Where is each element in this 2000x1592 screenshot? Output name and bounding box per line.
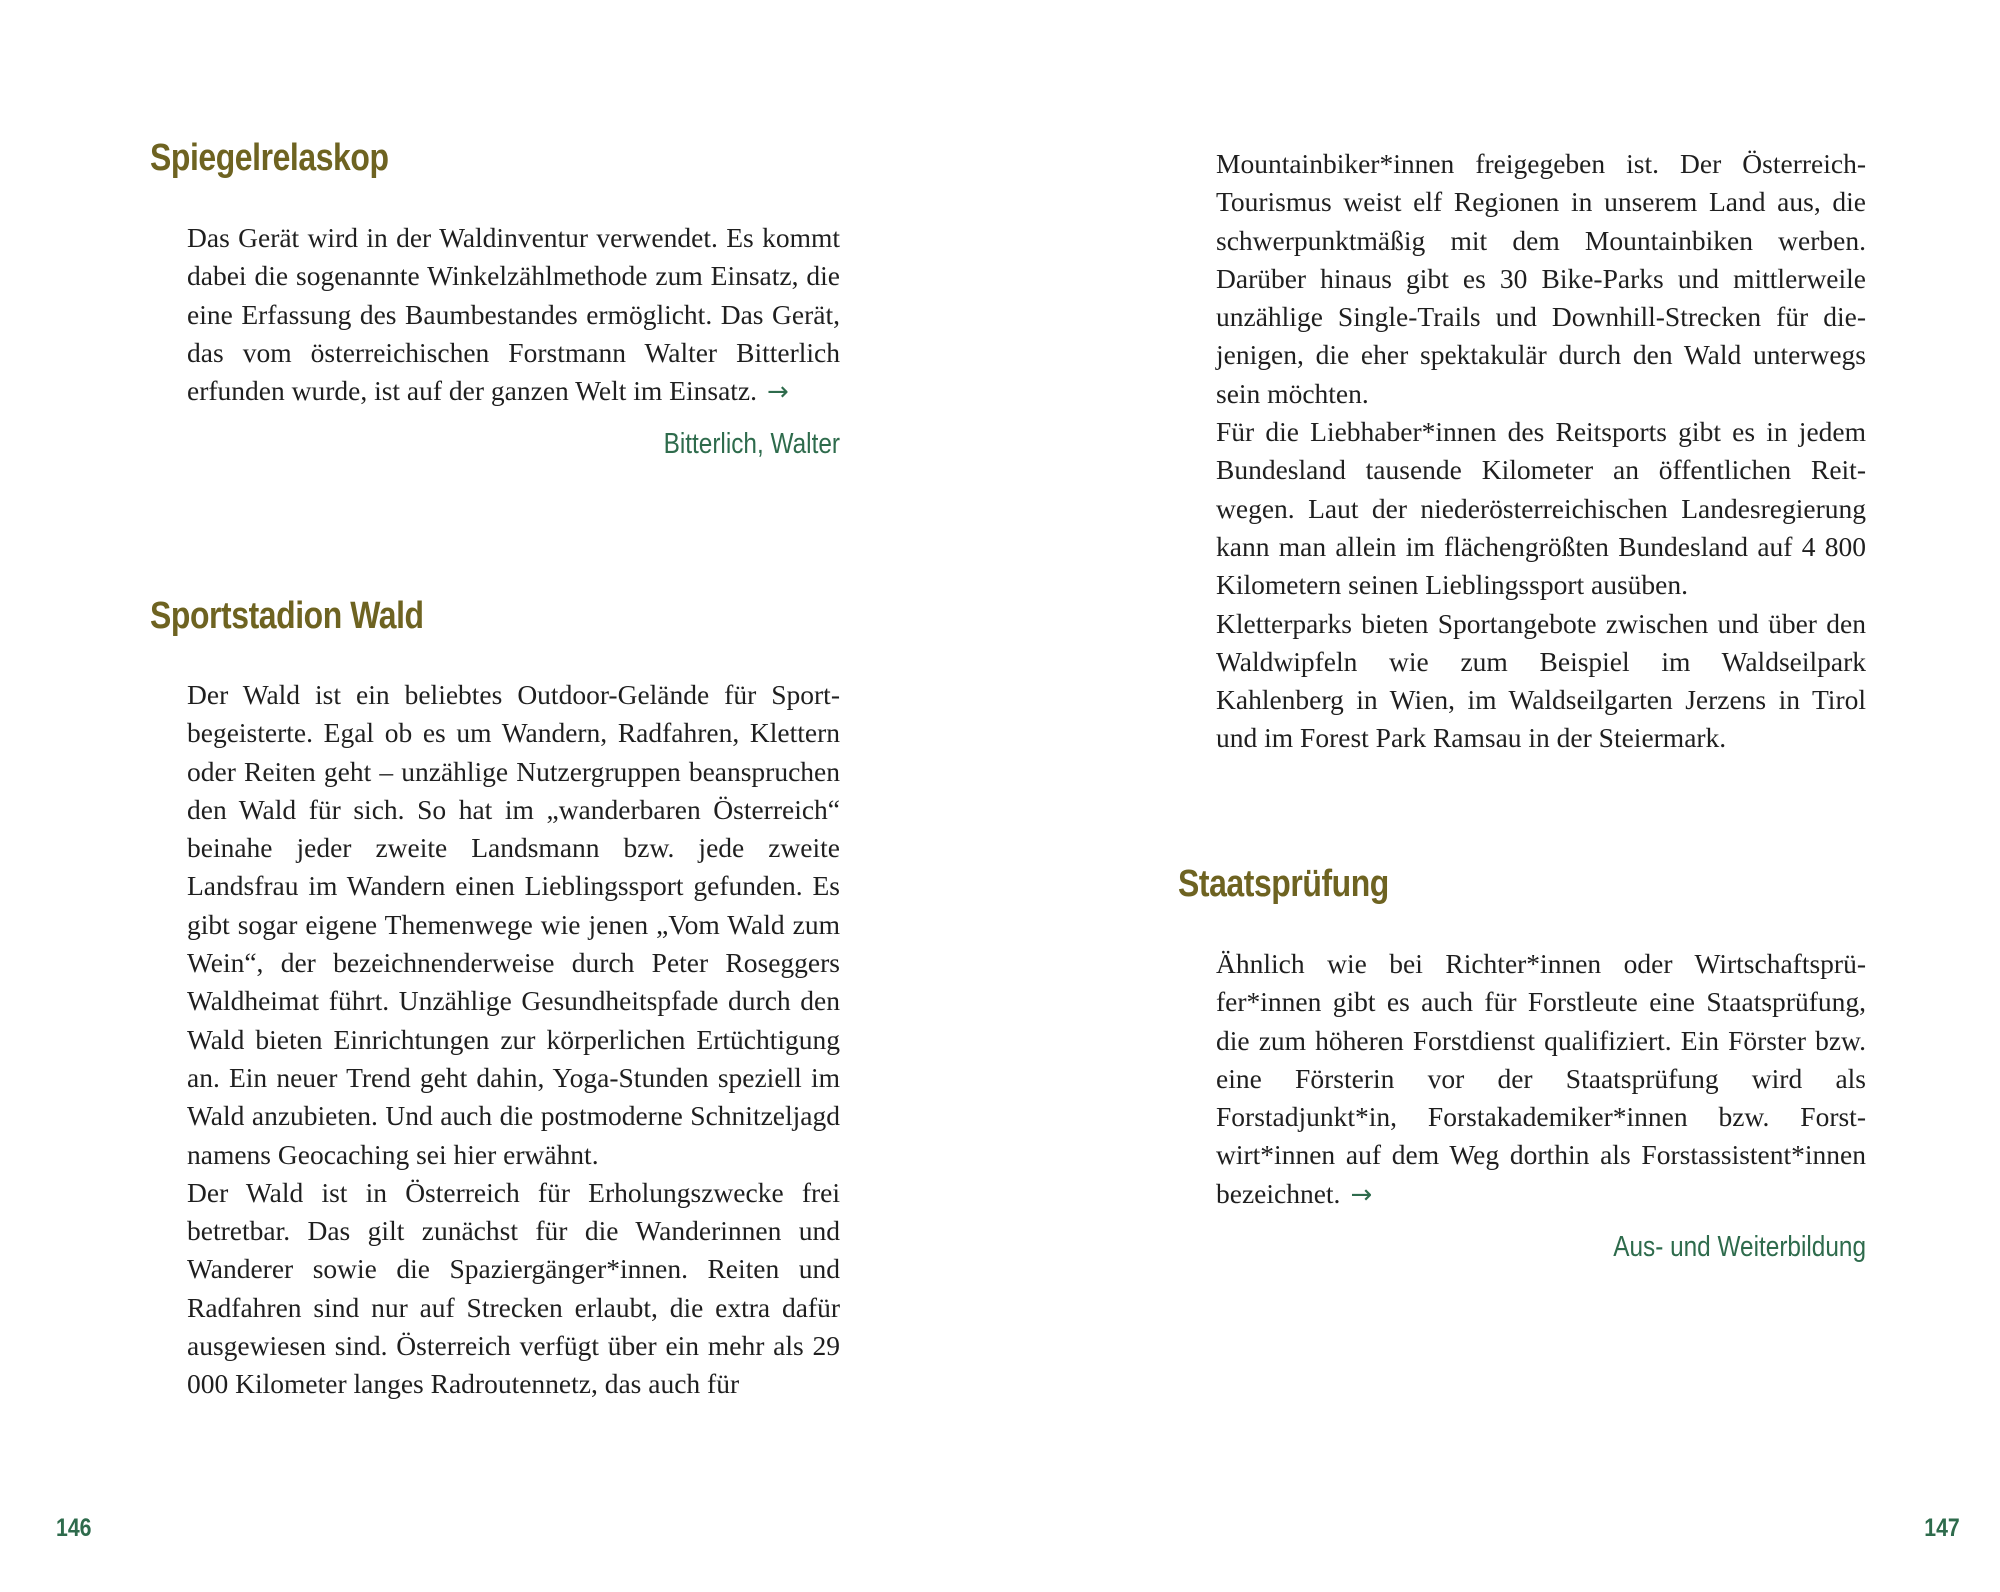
arrow-right-icon: → xyxy=(767,377,789,408)
entry-heading: Spiegelrelaskop xyxy=(150,137,389,179)
entry-paragraph: Der Wald ist ein beliebtes Outdoor-Gelände für Sportbegeisterte. Egal ob es um Wandern, Radfahren, Klettern oder Reiten geht – unzählige Nutzergruppen beanspruchen den Wald für sich. So hat im „wanderbaren Österreich“ beinahe jeder zweite Landsmann bzw. jede zweite Landsfrau im Wandern einen Lieblingssport gefunden. Es gibt sogar eigene Themenwege wie jenen „Vom Wald zum Wein“, der bezeichnenderweise durch Peter Roseggers Waldheimat führt. Unzählige Gesundheitspfade durch den Wald bieten Einrichtungen zur körperlichen Ertüchtigung an. Ein neuer Trend geht dahin, Yoga-Stunden speziell im Wald anzubieten. Und auch die postmoderne Schnitzeljagd namens Geocaching sei hier erwähnt. xyxy=(187,679,840,1170)
page-number: 146 xyxy=(56,1514,92,1542)
entry-paragraph: Kletterparks bieten Sportangebote zwischen und über den Waldwipfeln wie zum Beispiel im Waldseilpark Kahlenberg in Wien, im Waldseilgarten Jerzens in Tirol und im Forest Park Ramsau in der Steiermark. xyxy=(1216,607,1866,754)
cross-reference-link[interactable]: Bitterlich, Walter xyxy=(663,428,840,461)
entry-paragraph: Das Gerät wird in der Waldinventur verwendet. Es kommt dabei die sogenannte Winkelzählmethode zum Einsatz, die eine Erfassung des Baumbestandes ermöglicht. Das Gerät, das vom österreichischen Forstmann Walter Bitterlich erfunden wurde, ist auf der ganzen Welt im Einsatz. → xyxy=(187,222,840,408)
arrow-right-icon: → xyxy=(1350,1179,1373,1210)
entry-paragraph: Ähnlich wie bei Richter*innen oder Wirtschaftsprüfer*innen gibt es auch für Forstleute eine Staatsprüfung, die zum höheren Forstdienst qualifiziert. Ein Förster bzw. eine Försterin vor der Staatsprüfung wird als Forstadjunkt*in, Forstakademiker*innen bzw. Forstwirt*innen auf dem Weg dorthin als Forstassistent*innen bezeichnet. → xyxy=(1216,948,1866,1210)
entry-paragraph: Der Wald ist in Österreich für Erholungszwecke frei betretbar. Das gilt zunächst für die Wanderinnen und Wanderer sowie die Spaziergänger*innen. Reiten und Radfahren sind nur auf Strecken erlaubt, die extra dafür ausgewiesen sind. Österreich verfügt über ein mehr als 29 000 Kilometer langes Radroutennetz, das auch für xyxy=(187,1176,840,1400)
cross-reference-link[interactable]: Aus- und Weiterbildung xyxy=(1613,1231,1866,1264)
entry-body xyxy=(187,219,840,411)
entry-body xyxy=(187,676,840,1404)
entry-heading: Staatsprüfung xyxy=(1178,863,1389,905)
right-page xyxy=(1000,0,2000,1592)
entry-paragraph: Für die Liebhaber*innen des Reitsports gibt es in jedem Bundesland tausende Kilometer an öffentlichen Reitwegen. Laut der niederösterreichischen Landesregierung kann man allein im flächengrößten Bundesland auf 4 800 Kilometern seinen Lieblingssport ausüben. xyxy=(1216,416,1866,601)
entry-sportstadion-wald xyxy=(150,594,840,1404)
entry-heading: Sportstadion Wald xyxy=(150,595,424,637)
entry-continuation xyxy=(1216,145,1866,758)
entry-spiegelrelaskop xyxy=(150,136,840,461)
entry-staatspruefung xyxy=(1178,862,1866,1264)
entry-paragraph: Mountainbiker*innen freigegeben ist. Der Österreich-Tourismus weist elf Regionen in unserem Land aus, die schwerpunktmäßig mit dem Mountainbiken werben. Darüber hinaus gibt es 30 Bike-Parks und mittlerweile unzählige Single-Trails und Downhill-Strecken für diejenigen, die eher spektakulär durch den Wald unterwegs sein möchten. xyxy=(1216,148,1866,409)
page-number: 147 xyxy=(1924,1514,1960,1542)
entry-body xyxy=(1216,945,1866,1214)
